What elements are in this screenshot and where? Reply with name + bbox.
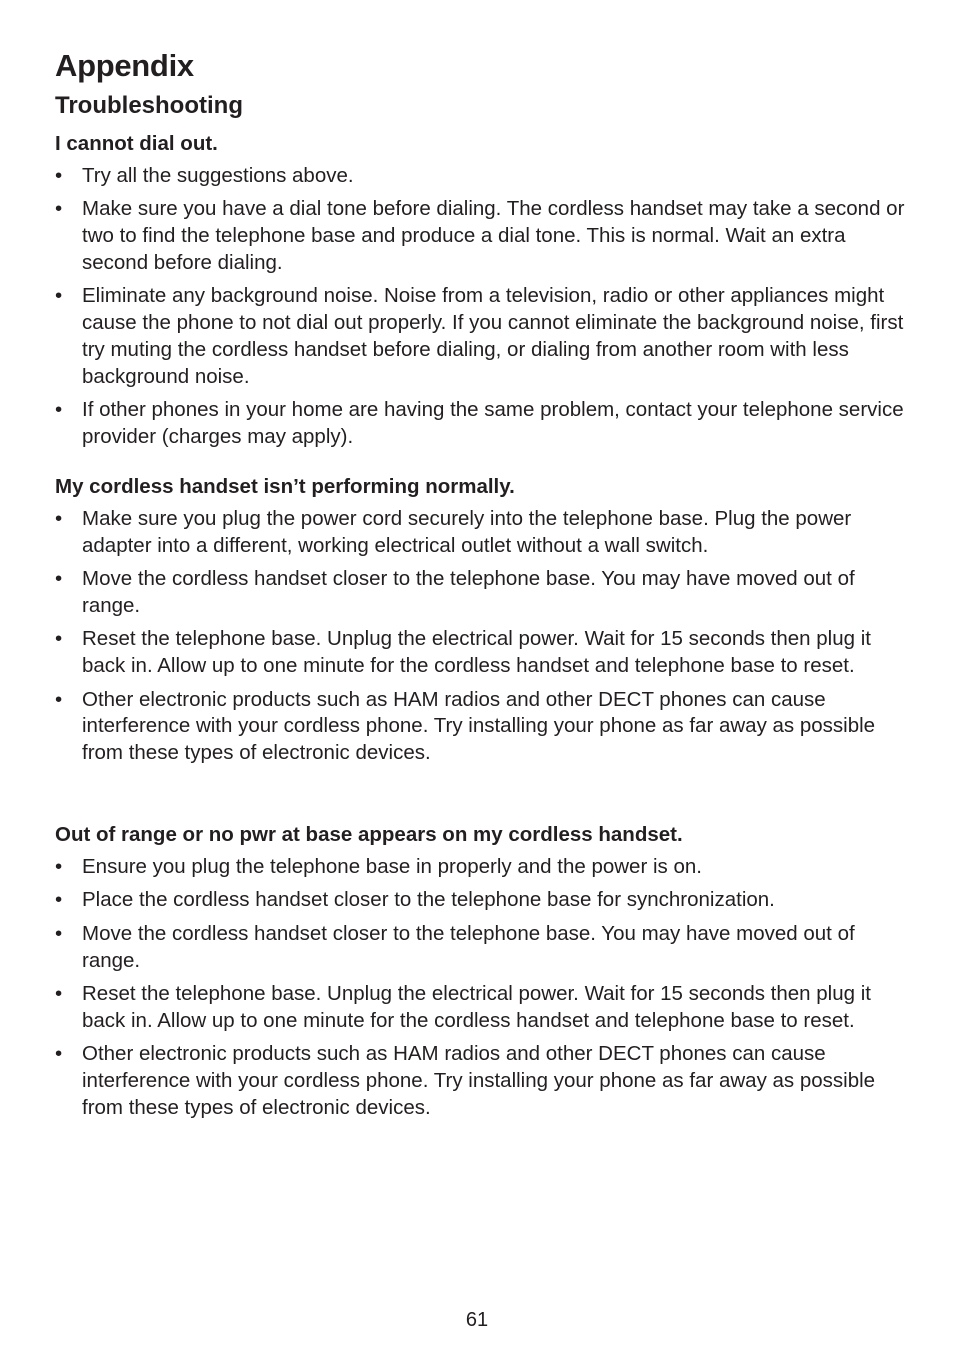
bullet-icon: • xyxy=(55,921,63,945)
bullet-icon: • xyxy=(55,507,63,530)
list-item xyxy=(55,626,915,680)
section-handset-not-normal xyxy=(55,474,915,774)
bullet-icon: • xyxy=(55,981,63,1005)
bullet-icon: • xyxy=(55,398,63,422)
list-item-text: Reset the telephone base. Unplug the electrical power. Wait for 15 seconds then plug it back in. Allow up to one minute for the cordless handset and telephone base to reset. xyxy=(82,981,871,1032)
list-item xyxy=(55,687,915,767)
list-item-text: Place the cordless handset closer to the telephone base for synchronization. xyxy=(82,888,775,912)
section-heading: Troubleshooting xyxy=(55,92,243,119)
bullet-icon: • xyxy=(55,164,63,187)
bullet-icon: • xyxy=(55,888,63,912)
list-item xyxy=(55,887,915,914)
list-item xyxy=(55,981,915,1035)
list-item-text: Other electronic products such as HAM radios and other DECT phones can cause interference with your cordless phone. Try installing your phone as far away as possible from these types of electronic devices. xyxy=(82,687,876,765)
bullet-list xyxy=(55,163,915,451)
list-item-text: Make sure you have a dial tone before dialing. The cordless handset may take a second or two to find the telephone base and produce a dial tone. This is normal. Wait an extra second before dialing. xyxy=(82,197,905,274)
section-title: Out of range or no pwr at base appears on my cordless handset. xyxy=(55,823,683,846)
list-item-text: If other phones in your home are having the same problem, contact your telephone service provider (charges may apply). xyxy=(82,398,904,448)
list-item xyxy=(55,196,915,276)
section-out-of-range xyxy=(55,822,915,1128)
page-title: Appendix xyxy=(55,48,194,83)
list-item-text: Reset the telephone base. Unplug the electrical power. Wait for 15 seconds then plug it back in. Allow up to one minute for the cordless handset and telephone base to reset. xyxy=(82,627,871,678)
list-item-text: Other electronic products such as HAM radios and other DECT phones can cause interference with your cordless phone. Try installing your phone as far away as possible from these types of electronic devices. xyxy=(82,1042,876,1119)
section-title: I cannot dial out. xyxy=(55,132,218,155)
bullet-list xyxy=(55,506,915,767)
list-item-text: Ensure you plug the telephone base in properly and the power is on. xyxy=(82,855,702,878)
list-item-text: Try all the suggestions above. xyxy=(82,164,354,187)
page-number: 61 xyxy=(465,1309,489,1331)
list-item xyxy=(55,163,915,190)
list-item-text: Move the cordless handset closer to the telephone base. You may have moved out of range. xyxy=(82,921,855,972)
bullet-icon: • xyxy=(55,197,63,221)
bullet-icon: • xyxy=(55,687,63,711)
list-item xyxy=(55,1041,915,1121)
list-item xyxy=(55,566,915,620)
list-item xyxy=(55,854,915,881)
list-item-text: Move the cordless handset closer to the telephone base. You may have moved out of range. xyxy=(82,567,855,617)
bullet-list xyxy=(55,854,915,1122)
bullet-icon: • xyxy=(55,567,63,591)
list-item xyxy=(55,283,915,390)
list-item-text: Eliminate any background noise. Noise from a television, radio or other appliances might cause the phone to not dial out properly. If you cannot eliminate the background noise, first try muting the cordless handset before dialing, or dialing from another room with less background noise. xyxy=(82,284,904,388)
list-item xyxy=(55,921,915,975)
bullet-icon: • xyxy=(55,284,63,308)
section-title: My cordless handset isn’t performing normally. xyxy=(55,475,515,498)
list-item xyxy=(55,397,915,451)
bullet-icon: • xyxy=(55,627,63,651)
bullet-icon: • xyxy=(55,855,63,878)
section-cannot-dial-out xyxy=(55,131,915,457)
list-item-text: Make sure you plug the power cord securely into the telephone base. Plug the power adapter into a different, working electrical outlet without a wall switch. xyxy=(82,507,852,557)
list-item xyxy=(55,506,915,560)
bullet-icon: • xyxy=(55,1042,63,1066)
